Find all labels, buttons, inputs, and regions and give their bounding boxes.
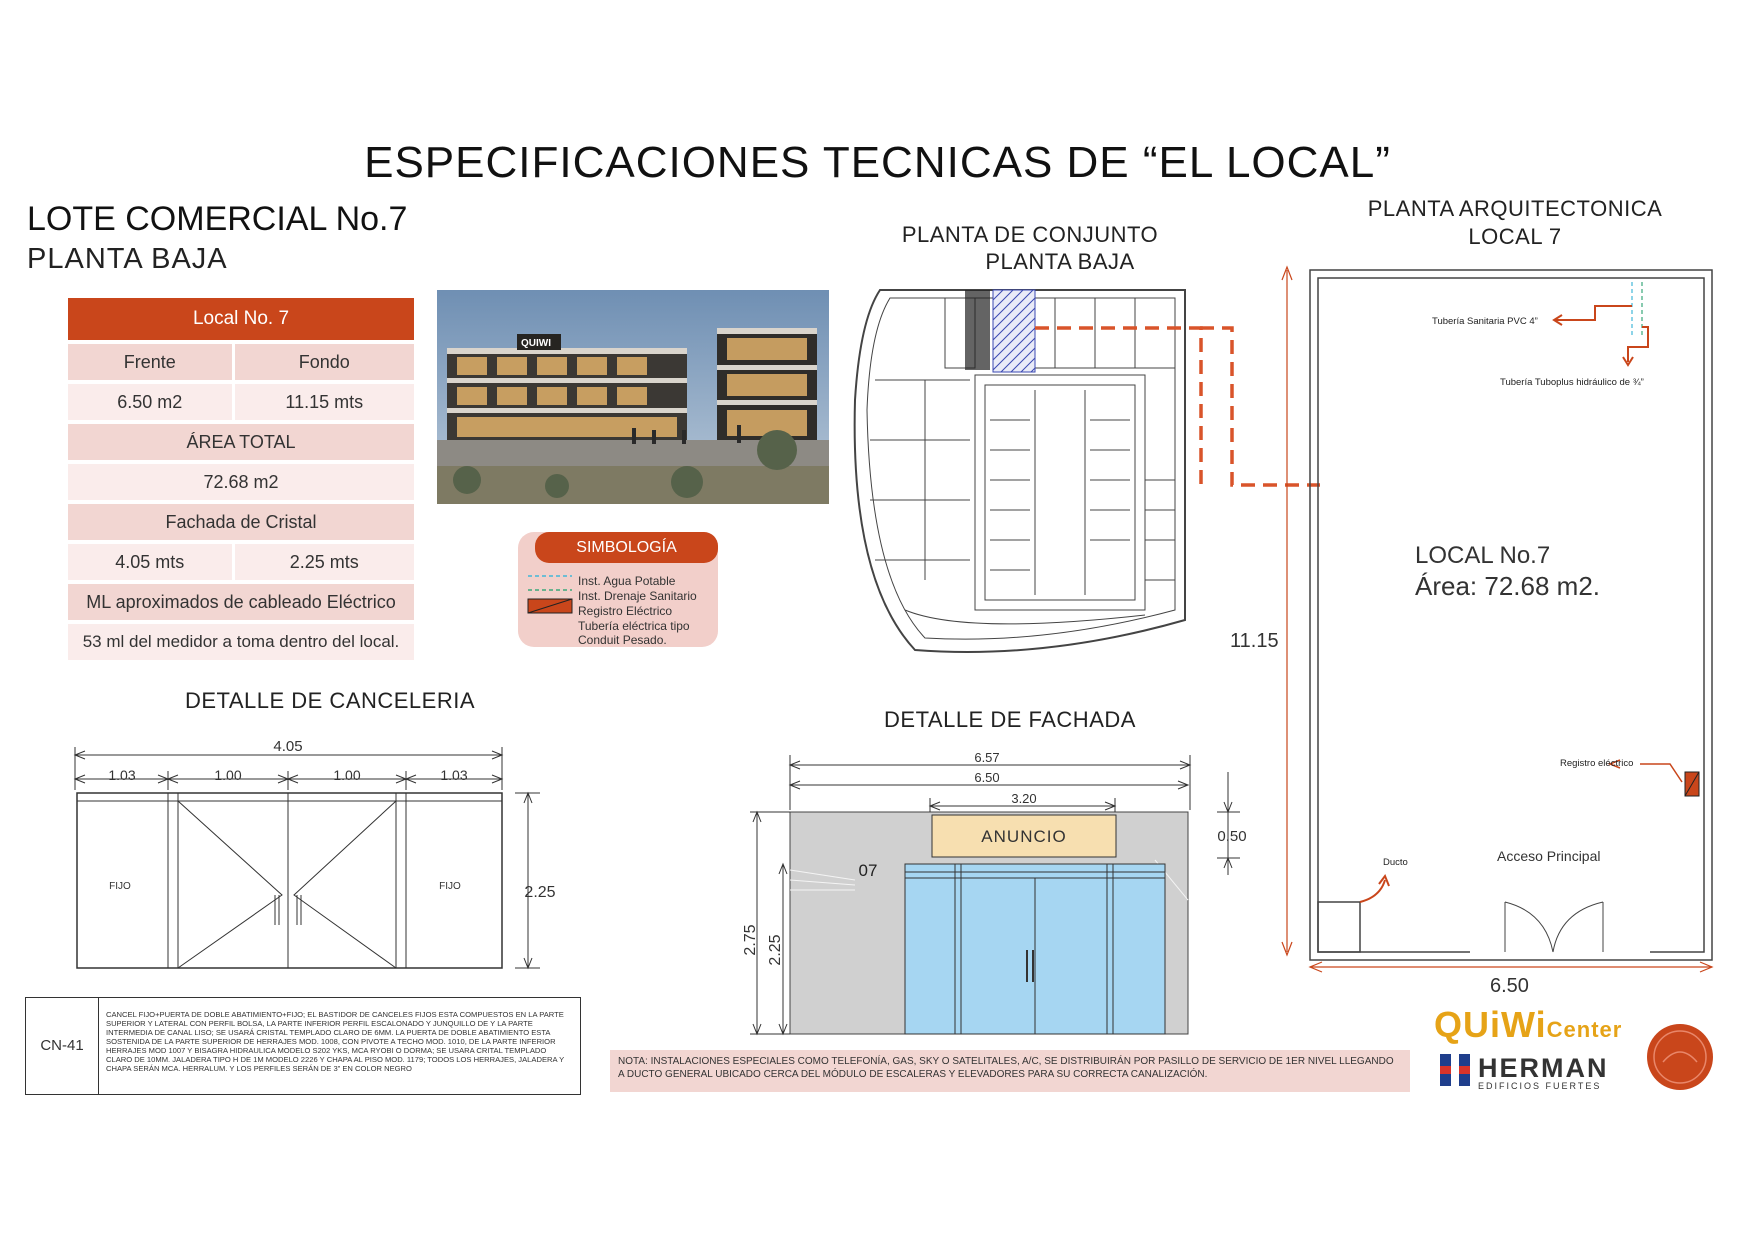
spec-fachada-width: 4.05 mts — [68, 544, 235, 580]
canceleria-d2: 1.00 — [214, 767, 242, 783]
cn-description: CANCEL FIJO+PUERTA DE DOBLE ABATIMIENTO+FIJO; EL BASTIDOR DE CANCELES FIJOS ESTA COMPUESTOS EN LA PARTE SUPERIOR Y LATERAL CON PERFIL BOLSA, LA PARTE INFERIOR PERFIL ESCALONADO Y JUNQUILLO DE Y LA PARTE INTERMEDIA DE CANAL LISO; SE USARÁ CRISTAL TEMPLADO CLARO DE 6MM. LA PUERTA DE DOBLE ABATIMIENTO ESTA SOSTENIDA DE LA PARTE SUPERIOR DE HERRAJES MOD. 1008, CON PIVOTE A TECHO MOD. 1010, DE LA PARTE INFERIOR HERRAJES MOD 1007 Y BISAGRA HIDRAULICA MODELO S202 YKS, MCA RYOBI O DORMA; SE USARA CRITAL TEMPLADO CLARO DE 10MM. JALADERA TIPO H DE 1M MODELO 2226 Y CHAPA AL PISO MOD. 1179; TODOS LOS HERRAJES, JALADERA Y CHAPA SERÁN MCA. HERRALUM. Y LOS PERFILES SERÁN DE 3” EN COLOR NEGRO — [106, 1010, 565, 1073]
spec-frente-label: Frente — [68, 344, 235, 380]
spec-cable-value: 53 ml del medidor a toma dentro del local. — [68, 624, 414, 660]
spec-fondo-label: Fondo — [235, 344, 414, 380]
spec-fachada-label: Fachada de Cristal — [68, 504, 414, 540]
spec-area-label: ÁREA TOTAL — [68, 424, 414, 460]
building-render — [437, 290, 829, 504]
canceleria-total: 4.05 — [273, 738, 303, 755]
fachada-w2: 6.50 — [974, 770, 1000, 785]
spec-fachada-height: 2.25 mts — [235, 544, 414, 580]
fachada-sign-height: 0.50 — [1217, 828, 1247, 845]
anuncio-sign-text: ANUNCIO — [981, 827, 1067, 846]
simbologia-legend — [518, 532, 718, 647]
conjunto-title-2: PLANTA BAJA — [985, 249, 1135, 274]
page-title: ESPECIFICACIONES TECNICAS DE “EL LOCAL” — [364, 138, 1391, 187]
cn-spec-box — [25, 997, 581, 1095]
canceleria-drawing — [60, 735, 560, 985]
depth-dimension: 11.15 — [1230, 630, 1279, 652]
spec-local-header: Local No. 7 — [68, 298, 414, 340]
legend-registro-3: Conduit Pesado. — [578, 633, 667, 647]
fachada-h2: 2.25 — [767, 934, 784, 966]
herman-logo-text: HERMAN — [1478, 1053, 1609, 1083]
canceleria-height: 2.25 — [524, 884, 556, 901]
fijo-right-label: FIJO — [439, 881, 461, 892]
spec-frente-value: 6.50 m2 — [68, 384, 235, 420]
round-seal-logo — [1645, 1022, 1715, 1092]
lote-title: LOTE COMERCIAL No.7 — [27, 200, 408, 238]
ducto-label: Ducto — [1383, 857, 1408, 868]
local-area: Área: 72.68 m2. — [1415, 571, 1600, 601]
fachada-w1: 6.57 — [974, 750, 1000, 765]
legend-registro-1: Registro Eléctrico — [578, 604, 673, 618]
fijo-left-label: FIJO — [109, 881, 131, 892]
spec-cable-label: ML aproximados de cableado Eléctrico — [68, 584, 414, 620]
legend-drenaje: Inst. Drenaje Sanitario — [578, 589, 697, 603]
canceleria-d3: 1.00 — [333, 767, 361, 783]
acceso-label: Acceso Principal — [1497, 848, 1601, 864]
tuberia-sanitaria-label: Tubería Sanitaria PVC 4” — [1432, 316, 1538, 327]
spec-fondo-value: 11.15 mts — [235, 384, 414, 420]
herman-logo-mark — [1440, 1054, 1470, 1086]
fachada-drawing — [735, 750, 1285, 1040]
spec-table — [68, 294, 414, 664]
herman-logo-sub: EDIFICIOS FUERTES — [1478, 1081, 1602, 1091]
floor-plan-drawing — [1270, 262, 1730, 982]
quiwi-logo — [1434, 1004, 1622, 1046]
simbologia-title: SIMBOLOGÍA — [535, 532, 718, 563]
cn-code: CN-41 — [26, 998, 99, 1094]
site-plan-drawing — [845, 280, 1205, 665]
registro-label: Registro eléctrico — [1560, 758, 1634, 769]
quiwi-logo-text: QUiWi — [1434, 1004, 1547, 1045]
width-dimension: 6.50 — [1490, 975, 1529, 997]
legend-agua: Inst. Agua Potable — [578, 574, 676, 588]
render-sign-text: QUIWI — [521, 338, 551, 349]
installation-note: NOTA: INSTALACIONES ESPECIALES COMO TELEFONÍA, GAS, SKY O SATELITALES, A/C, SE DISTRIBUIRÁN POR PASILLO DE SERVICIO DE 1ER NIVEL LLEGANDO A DUCTO GENERAL UBICADO CERCA DEL MÓDULO DE ESCALERAS Y ELEVADORES PARA SU CORRECTA CANALIZACIÓN. — [610, 1050, 1410, 1092]
fachada-title: DETALLE DE FACHADA — [884, 707, 1136, 732]
fachada-h1: 2.75 — [742, 924, 759, 956]
canceleria-d1: 1.03 — [108, 767, 136, 783]
planta-subtitle: PLANTA BAJA — [27, 243, 228, 275]
spec-area-value: 72.68 m2 — [68, 464, 414, 500]
canceleria-d4: 1.03 — [440, 767, 468, 783]
quiwi-logo-center: Center — [1546, 1017, 1623, 1042]
tuberia-tuboplus-label: Tubería Tuboplus hidráulico de ¾” — [1500, 377, 1644, 388]
local-number: 07 — [858, 861, 878, 880]
fachada-w3: 3.20 — [1011, 791, 1037, 806]
arq-title-1: PLANTA ARQUITECTONICA — [1367, 196, 1663, 221]
legend-registro-2: Tubería eléctrica tipo — [578, 619, 690, 633]
legend-symbols — [526, 572, 576, 632]
arq-title-2: LOCAL 7 — [1468, 224, 1562, 249]
conjunto-title-1: PLANTA DE CONJUNTO — [901, 222, 1159, 247]
canceleria-title: DETALLE DE CANCELERIA — [184, 688, 476, 713]
local-name: LOCAL No.7 — [1415, 542, 1551, 569]
